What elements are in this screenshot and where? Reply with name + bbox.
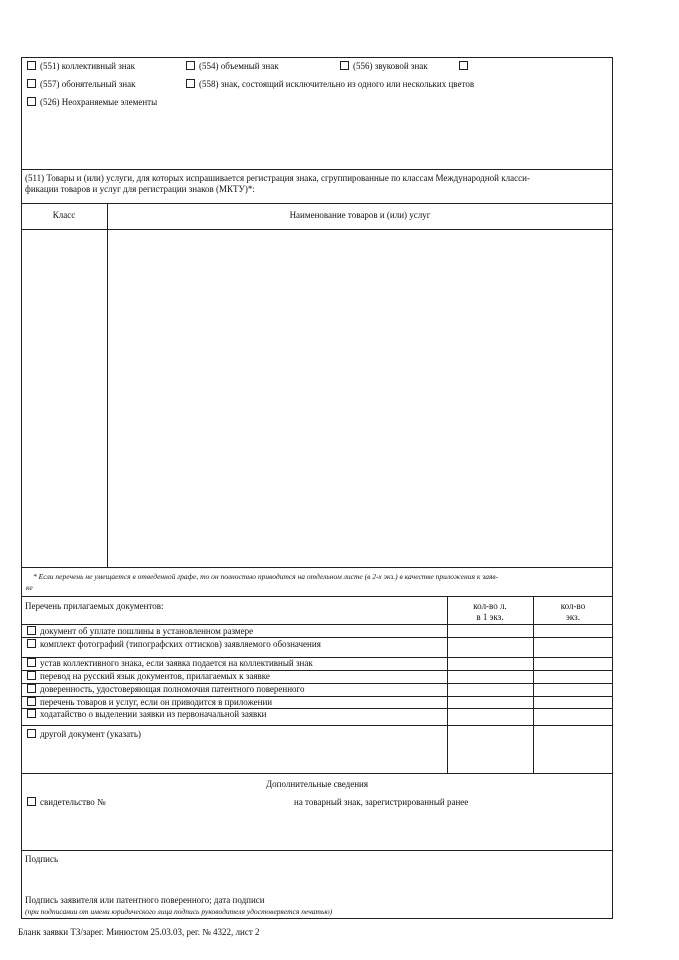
column-goods-name-header: Наименование товаров и (или) услуг <box>289 210 431 220</box>
checkbox-box[interactable] <box>27 626 36 635</box>
goods-footnote-line2: ке <box>26 583 33 592</box>
checkbox-box[interactable] <box>27 79 36 88</box>
divider <box>21 596 613 597</box>
document-item[interactable]: доверенность, удостоверяющая полномочия патентного поверенного <box>27 684 305 695</box>
checkbox-box[interactable] <box>27 709 36 718</box>
checkbox-box[interactable] <box>27 671 36 680</box>
document-item[interactable]: перечень товаров и услуг, если он приводится в приложении <box>27 697 272 708</box>
checkbox-unprotected-elements[interactable]: (526) Неохраняемые элементы <box>27 97 157 108</box>
documents-heading: Перечень прилагаемых документов: <box>25 601 164 611</box>
checkbox-box[interactable] <box>27 97 36 106</box>
document-item[interactable]: устав коллективного знака, если заявка подается на коллективный знак <box>27 658 313 669</box>
divider <box>21 637 613 638</box>
checkbox-sound-mark[interactable]: (556) звуковой знак <box>340 61 428 72</box>
divider <box>21 725 613 726</box>
goods-input-area[interactable] <box>110 229 610 566</box>
divider <box>21 850 613 851</box>
checkbox-smell-mark[interactable]: (557) обонятельный знак <box>27 79 135 90</box>
column-divider <box>107 203 108 567</box>
document-item[interactable]: перевод на русский язык документов, прилагаемых к заявке <box>27 671 270 682</box>
checkbox-box[interactable] <box>27 797 36 806</box>
document-item-other[interactable]: другой документ (указать) <box>27 729 141 740</box>
checkbox-volume-mark[interactable]: (554) объемный знак <box>186 61 279 72</box>
column-copies-header: кол-во <box>560 601 586 611</box>
column-sheets-header: кол-во л. <box>473 601 507 611</box>
goods-heading-line2: фикации товаров и услуг для регистрации знаков (МКТУ)*: <box>25 184 255 194</box>
checkbox-color-mark[interactable]: (558) знак, состоящий исключительно из одного или нескольких цветов <box>186 79 474 90</box>
column-divider <box>447 596 448 773</box>
signature-line: Подпись заявителя или патентного поверенного; дата подписи <box>25 895 265 905</box>
goods-footnote-line1: * Если перечень не умещается в отведенной графе, то он полностью приводится на отдельном листе (в 2-х экз.) в качестве приложения к заяв- <box>33 572 499 581</box>
checkbox-box[interactable] <box>186 79 195 88</box>
additional-info-heading: Дополнительные сведения <box>265 779 368 789</box>
divider <box>21 567 613 568</box>
document-item[interactable]: ходатайство о выделении заявки из первоначальной заявки <box>27 709 266 720</box>
column-copies-header-2: экз. <box>566 612 580 622</box>
checkbox-box[interactable] <box>27 684 36 693</box>
checkbox-box[interactable] <box>340 61 349 70</box>
checkbox-box[interactable] <box>27 697 36 706</box>
form-footer: Бланк заявки ТЗ/зарег. Минюстом 25.03.03, рег. № 4322, лист 2 <box>18 927 260 937</box>
checkbox-box[interactable] <box>27 61 36 70</box>
checkbox-box[interactable] <box>27 658 36 667</box>
checkbox-other-mark[interactable] <box>459 61 472 72</box>
column-divider <box>533 596 534 773</box>
class-input-area[interactable] <box>24 229 104 566</box>
column-class-header: Класс <box>52 210 76 220</box>
checkbox-box[interactable] <box>27 639 36 648</box>
document-item[interactable]: документ об уплате пошлины в установленном размере <box>27 626 253 637</box>
checkbox-box[interactable] <box>27 729 36 738</box>
certificate-description: на товарный знак, зарегистрированный ранее <box>294 797 469 807</box>
document-item[interactable]: комплект фотографий (типографских оттисков) заявляемого обозначения <box>27 639 321 650</box>
checkbox-certificate[interactable]: свидетельство № <box>27 797 106 808</box>
signature-heading: Подпись <box>25 854 59 864</box>
checkbox-box[interactable] <box>459 61 468 70</box>
checkbox-box[interactable] <box>186 61 195 70</box>
goods-heading-line1: (511) Товары и (или) услуги, для которых испрашивается регистрация знака, сгруппированные по классам Международной класси- <box>25 173 530 183</box>
divider <box>21 203 613 204</box>
divider <box>21 773 613 774</box>
checkbox-collective-mark[interactable]: (551) коллективный знак <box>27 61 135 72</box>
signature-note: (при подписании от имени юридического лица подпись руководителя удостоверяется печатью) <box>25 907 333 916</box>
column-sheets-header-2: в 1 экз. <box>476 612 504 622</box>
divider <box>21 169 613 170</box>
divider <box>21 624 613 625</box>
